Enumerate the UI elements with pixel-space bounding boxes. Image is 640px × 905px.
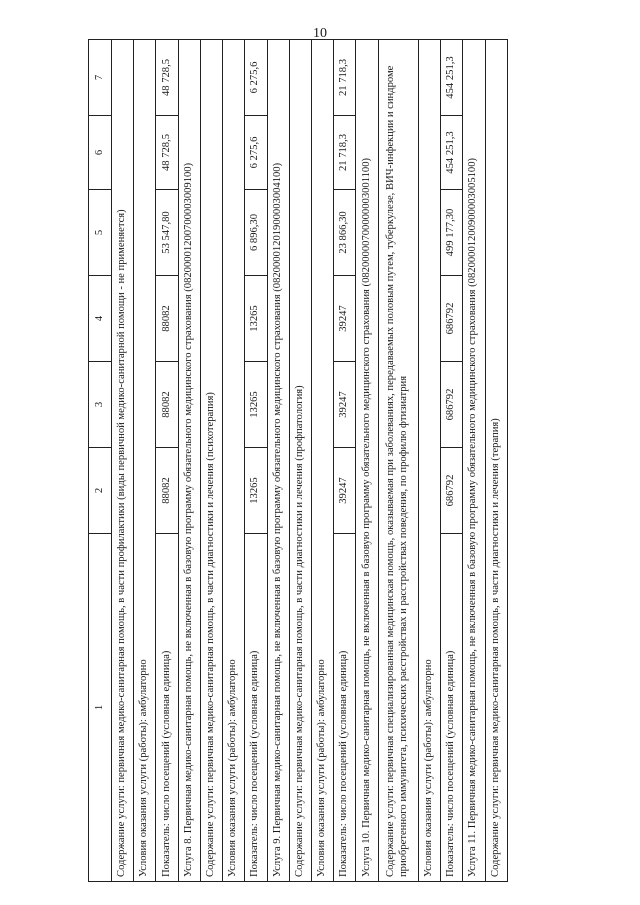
indicator-value: 48 728,5 [156, 116, 178, 190]
indicator-value: 6 275,6 [245, 40, 267, 116]
indicator-value: 13265 [245, 448, 267, 534]
section-text: Услуга 10. Первичная медико-санитарная помощь, не включенная в базовую программу обязательного медицинского страхования (08200000700000003001100) [356, 40, 378, 882]
indicator-value: 88082 [156, 448, 178, 534]
indicator-row [156, 40, 178, 882]
indicator-row [334, 40, 356, 882]
indicator-label: Показатель: число посещений (условная единица) [156, 534, 178, 882]
indicator-value: 686792 [441, 362, 463, 448]
section-row [178, 40, 200, 882]
indicator-row [245, 40, 267, 882]
rotated-table-container [88, 40, 508, 882]
indicator-value: 499 177,30 [441, 190, 463, 276]
indicator-label: Показатель: число посещений (условная единица) [245, 534, 267, 882]
indicator-value: 53 547,80 [156, 190, 178, 276]
indicator-value: 454 251,3 [441, 40, 463, 116]
section-row [200, 40, 222, 882]
section-text: Условия оказания услуги (работы): амбулаторно [223, 40, 245, 882]
header-cell: 3 [89, 362, 112, 448]
indicator-value: 39247 [334, 362, 356, 448]
section-text: Услуга 11. Первичная медико-санитарная помощь, не включенная в базовую программу обязательного медицинского страхования (08200001200900003005100) [463, 40, 485, 882]
section-text: Содержание услуги: первичная медико-санитарная помощь, в части диагностики и лечения (терапия) [485, 40, 507, 882]
header-row [89, 40, 112, 882]
indicator-value: 686792 [441, 448, 463, 534]
section-row [112, 40, 134, 882]
services-table [88, 39, 508, 882]
indicator-value: 39247 [334, 276, 356, 362]
section-text: Содержание услуги: первичная медико-санитарная помощь, в части диагностики и лечения (профпатология) [289, 40, 311, 882]
section-text: Услуга 8. Первичная медико-санитарная помощь, не включенная в базовую программу обязательного медицинского страхования (08200001200700003009100) [178, 40, 200, 882]
header-cell: 1 [89, 534, 112, 882]
page-number: 10 [313, 26, 327, 41]
indicator-label: Показатель: число посещений (условная единица) [334, 534, 356, 882]
indicator-row [441, 40, 463, 882]
indicator-value: 21 718,3 [334, 116, 356, 190]
section-text: Содержание услуги: первичная медико-санитарная помощь, в части профилактики (виды первичной медико-санитарной помощи - не применяется) [112, 40, 134, 882]
indicator-value: 686792 [441, 276, 463, 362]
section-row [356, 40, 378, 882]
section-row [223, 40, 245, 882]
indicator-label: Показатель: число посещений (условная единица) [441, 534, 463, 882]
indicator-value: 48 728,5 [156, 40, 178, 116]
indicator-value: 39247 [334, 448, 356, 534]
section-row [463, 40, 485, 882]
services-table-body [89, 40, 508, 882]
section-row [289, 40, 311, 882]
section-row [418, 40, 440, 882]
section-text: Условия оказания услуги (работы): амбулаторно [418, 40, 440, 882]
section-text: Содержание услуги: первичная специализированная медицинская помощь, оказываемая при заболеваниях, передаваемых половым путем, туберкулезе, ВИЧ-инфекции и синдроме приобретенного иммунитета, психических расстройствах и расстройствах поведения, по профилю фтизиатрия [378, 40, 418, 882]
indicator-value: 23 866,30 [334, 190, 356, 276]
indicator-value: 88082 [156, 276, 178, 362]
indicator-value: 454 251,3 [441, 116, 463, 190]
indicator-value: 88082 [156, 362, 178, 448]
section-text: Условия оказания услуги (работы): амбулаторно [311, 40, 333, 882]
indicator-value: 21 718,3 [334, 40, 356, 116]
header-cell: 5 [89, 190, 112, 276]
section-text: Условия оказания услуги (работы): амбулаторно [134, 40, 156, 882]
indicator-value: 6 275,6 [245, 116, 267, 190]
header-cell: 4 [89, 276, 112, 362]
indicator-value: 6 896,30 [245, 190, 267, 276]
section-row [267, 40, 289, 882]
section-text: Содержание услуги: первичная медико-санитарная помощь, в части диагностики и лечения (психотерапия) [200, 40, 222, 882]
section-row [378, 40, 418, 882]
indicator-value: 13265 [245, 276, 267, 362]
header-cell: 2 [89, 448, 112, 534]
section-row [134, 40, 156, 882]
section-row [311, 40, 333, 882]
header-cell: 6 [89, 116, 112, 190]
indicator-value: 13265 [245, 362, 267, 448]
section-text: Услуга 9. Первичная медико-санитарная помощь, не включенная в базовую программу обязательного медицинского страхования (08200001201900003004100) [267, 40, 289, 882]
section-row [485, 40, 507, 882]
header-cell: 7 [89, 40, 112, 116]
